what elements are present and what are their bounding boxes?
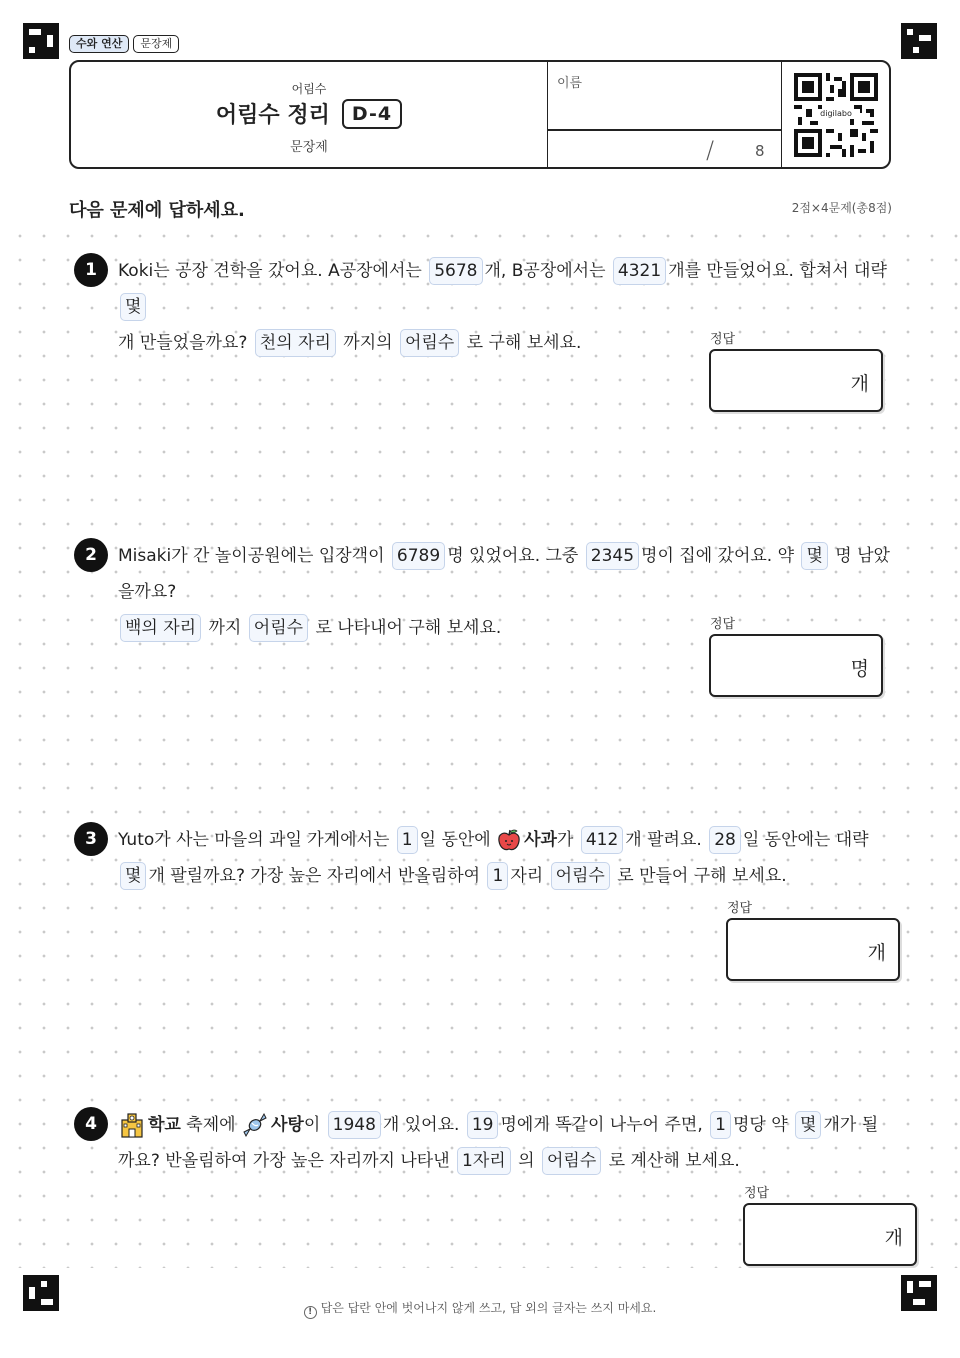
answer-box[interactable]	[743, 1203, 917, 1266]
text-segment: 일 동안에	[419, 830, 491, 850]
points-info: 2점×4문제(총8점)	[791, 201, 892, 215]
problem-text	[118, 822, 894, 894]
corner-marker-top-left	[23, 23, 59, 59]
text-segment: Yuto가 사는 마을의 과일 가게에서는	[118, 830, 390, 850]
tag-list	[69, 35, 179, 53]
text-segment: 개 팔려요.	[625, 830, 702, 850]
title-area	[71, 62, 547, 167]
value-box: 백의 자리	[120, 614, 201, 642]
text-segment: 의	[518, 1151, 535, 1171]
text-segment: 이	[303, 1115, 321, 1135]
corner-marker-top-right	[901, 23, 937, 59]
page-title: 어림수 정리	[215, 103, 330, 128]
answer-unit: 명	[850, 658, 869, 680]
value-box: 몇	[120, 862, 146, 890]
name-label: 이름	[557, 76, 583, 91]
problem-number: 1	[74, 253, 108, 287]
problem-number: 3	[74, 822, 108, 856]
problem-3	[74, 822, 894, 992]
value-box: 천의 자리	[255, 329, 336, 357]
value-box: 1	[710, 1111, 731, 1139]
candy-icon	[241, 1111, 269, 1139]
worksheet-header	[69, 60, 891, 169]
text-segment: 까지의	[343, 333, 393, 353]
problem-text	[118, 538, 894, 646]
text-segment: Koki는 공장 견학을 갔어요. A공장에서는	[118, 261, 422, 281]
text-segment: 명 있었어요. 그중	[447, 546, 579, 566]
text-segment: 명 남았을까요?	[118, 546, 890, 602]
score-slash: /	[706, 136, 715, 164]
value-box: 몇	[795, 1111, 821, 1139]
answer-unit: 개	[867, 942, 886, 964]
answer-unit: 개	[850, 373, 869, 395]
value-box: 2345	[586, 542, 639, 570]
answer-box[interactable]	[726, 918, 900, 981]
text-segment: Misaki가 간 놀이공원에는 입장객이	[118, 546, 385, 566]
value-box: 5678	[429, 257, 482, 285]
text-segment: 일 동안에는 대략	[742, 830, 869, 850]
problem-number: 4	[74, 1107, 108, 1141]
answer-box[interactable]	[709, 634, 883, 697]
answer-label: 정답	[744, 1182, 769, 1201]
problem-4	[74, 1107, 903, 1272]
problem-number: 2	[74, 538, 108, 572]
text-segment: 개 팔릴까요? 가장 높은 자리에서 반올림하여	[148, 866, 481, 886]
title-subtitle: 문장제	[290, 140, 328, 155]
value-box: 4321	[613, 257, 666, 285]
worksheet-code: D-4	[342, 99, 402, 129]
qr-label: digilabo	[812, 109, 860, 119]
text-segment: 로 계산해 보세요.	[608, 1151, 740, 1171]
value-box: 1948	[328, 1111, 381, 1139]
answer-label: 정답	[710, 613, 735, 632]
answer-label: 정답	[710, 328, 735, 347]
footer-text: 답은 답란 안에 벗어나지 않게 쓰고, 답 외의 글자는 쓰지 마세요.	[320, 1301, 657, 1315]
score-total: 8	[755, 142, 765, 160]
item-name: 사탕	[270, 1115, 304, 1135]
name-score-area	[547, 62, 782, 167]
value-box: 412	[581, 826, 623, 854]
value-box: 19	[467, 1111, 499, 1139]
value-box: 1	[487, 862, 508, 890]
answer-unit: 개	[884, 1227, 903, 1249]
text-segment: 명당 약	[732, 1115, 788, 1135]
value-box: 몇	[801, 542, 827, 570]
text-segment: 로 만들어 구해 보세요.	[617, 866, 787, 886]
answer-box[interactable]	[709, 349, 883, 412]
tag-category: 수와 연산	[69, 35, 129, 53]
value-box: 1자리	[457, 1147, 511, 1175]
value-box: 어림수	[249, 614, 308, 642]
answer-label: 정답	[727, 897, 752, 916]
tag-type: 문장제	[133, 35, 179, 53]
text-segment: 개 만들었을까요?	[118, 333, 248, 353]
text-segment: 까지	[208, 618, 242, 638]
value-box: 어림수	[400, 329, 459, 357]
text-segment: 개가 될까요? 반올림하여 가장 높은 자리까지 나타낸	[118, 1115, 879, 1171]
text-segment: 로 나타내어 구해 보세요.	[315, 618, 502, 638]
text-segment: 명에게 똑같이 나누어 주면,	[500, 1115, 703, 1135]
value-box: 6789	[392, 542, 445, 570]
text-segment: 개를 만들었어요. 합쳐서 대략	[668, 261, 887, 281]
name-divider	[548, 129, 781, 131]
title-row	[71, 98, 547, 129]
text-segment: 가	[556, 830, 574, 850]
text-segment: 자리	[510, 866, 544, 886]
item-name: 학교	[148, 1115, 181, 1135]
problem-2	[74, 538, 894, 708]
text-segment: 개, B공장에서는	[484, 261, 606, 281]
text-segment: 명이 집에 갔어요. 약	[641, 546, 795, 566]
instruction: 다음 문제에 답하세요.	[69, 196, 245, 222]
text-segment: 축제에	[186, 1115, 236, 1135]
value-box: 어림수	[551, 862, 610, 890]
warning-icon: !	[304, 1306, 317, 1319]
value-box: 어림수	[542, 1147, 601, 1175]
value-box: 28	[709, 826, 741, 854]
problem-1	[74, 253, 894, 423]
value-box: 1	[397, 826, 418, 854]
text-segment: 로 구해 보세요.	[466, 333, 582, 353]
item-name: 사과	[524, 830, 557, 850]
school-icon	[118, 1111, 146, 1139]
problem-text	[118, 253, 894, 361]
value-box: 몇	[120, 293, 146, 321]
apple-icon	[496, 827, 522, 853]
problem-text	[118, 1107, 894, 1179]
title-category: 어림수	[291, 82, 327, 96]
text-segment: 개 있어요.	[382, 1115, 460, 1135]
footer-note	[0, 1299, 960, 1319]
